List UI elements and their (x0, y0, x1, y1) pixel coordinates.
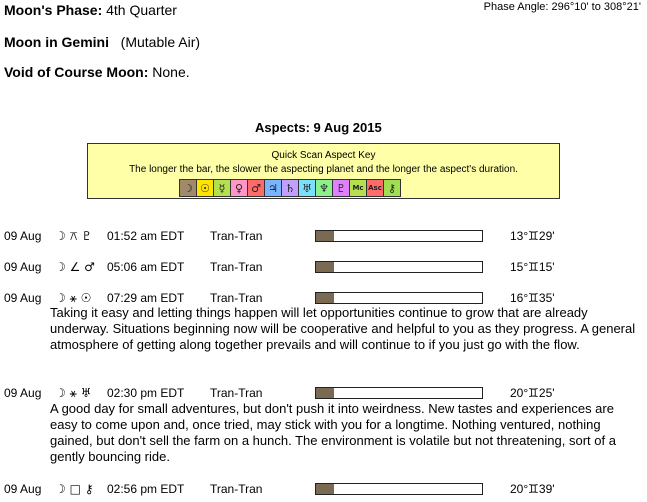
aspect-type: Tran-Tran (210, 482, 263, 496)
aspects-title: Aspects: 9 Aug 2015 (255, 120, 382, 135)
aspect-glyphs: ☽ ∠ ♂ (55, 260, 95, 274)
key-cell: ♀ (231, 180, 248, 196)
key-cell: ♄ (282, 180, 299, 196)
moon-sign-element: (Mutable Air) (120, 34, 201, 50)
phase-angle: Phase Angle: 296°10' to 308°21' (483, 1, 641, 13)
aspect-position: 16°♊35' (510, 291, 555, 305)
aspect-duration-fill (316, 231, 334, 241)
aspect-duration-bar (315, 292, 483, 304)
moon-sign-label: Moon in Gemini (4, 34, 109, 50)
aspect-glyphs: ☽ □ ⚷ (55, 482, 94, 496)
key-cell: ♇ (333, 180, 350, 196)
aspect-time: 07:29 am EDT (107, 291, 185, 305)
void-of-course (4, 64, 190, 80)
moon-phase-value: 4th Quarter (106, 2, 177, 18)
key-cell: ♂ (248, 180, 265, 196)
aspect-date: 09 Aug (4, 260, 42, 274)
aspect-description: A good day for small adventures, but don't push it into weirdness. New tastes and experiences are easy to come upon and, once tried, may stick with you for a longtime. Nothing ventured, nothing gained, but don't sell the farm on a hunch. The environment is volatile but not threatening, sort of a gently bouncing ride. (50, 401, 616, 464)
key-cell: ♆ (316, 180, 333, 196)
key-cell: ☉ (197, 180, 214, 196)
aspect-position: 13°♊29' (510, 229, 555, 243)
aspect-type: Tran-Tran (210, 229, 263, 243)
aspect-duration-fill (316, 484, 334, 494)
aspect-time: 02:56 pm EDT (107, 482, 185, 496)
key-cell: Asc (367, 180, 384, 196)
moon-phase (4, 2, 177, 18)
aspect-position: 15°♊15' (510, 260, 555, 274)
aspect-duration-bar (315, 261, 483, 273)
aspect-duration-bar (315, 387, 483, 399)
aspect-type: Tran-Tran (210, 386, 263, 400)
aspect-duration-fill (316, 262, 334, 272)
key-cell: ☽ (180, 180, 197, 196)
aspect-time: 02:30 pm EDT (107, 386, 185, 400)
key-cell: ⚷ (384, 180, 400, 196)
moon-phase-label: Moon's Phase: (4, 2, 103, 18)
aspect-duration-bar (315, 483, 483, 495)
key-description: The longer the bar, the slower the aspecting planet and the longer the aspect's duration. (129, 164, 518, 175)
aspect-glyphs: ☽ ⚹ ☉ (55, 291, 92, 305)
aspect-description: Taking it easy and letting things happen will let opportunities continue to grow that are already underway. Situations beginning now will be cooperative and helpful to you as they progress. A general atmosphere of getting along together prevails and will continue to if you just go with the flow. (50, 305, 636, 352)
key-cell: ☿ (214, 180, 231, 196)
aspect-date: 09 Aug (4, 229, 42, 243)
aspect-time: 01:52 am EDT (107, 229, 185, 243)
key-cell: ♅ (299, 180, 316, 196)
aspect-duration-fill (316, 293, 334, 303)
aspect-type: Tran-Tran (210, 291, 263, 305)
aspect-glyphs: ☽ ⚻ ♇ (55, 229, 93, 243)
aspect-duration-fill (316, 388, 334, 398)
aspect-date: 09 Aug (4, 482, 42, 496)
aspect-position: 20°♊25' (510, 386, 555, 400)
aspect-position: 20°♊39' (510, 482, 555, 496)
key-planet-row (179, 179, 401, 197)
moon-sign (4, 34, 200, 50)
aspect-glyphs: ☽ ⚹ ♅ (55, 386, 92, 400)
aspect-date: 09 Aug (4, 291, 42, 305)
key-cell: Mc (350, 180, 367, 196)
key-title: Quick Scan Aspect Key (271, 150, 376, 161)
aspect-type: Tran-Tran (210, 260, 263, 274)
key-cell: ♃ (265, 180, 282, 196)
aspect-time: 05:06 am EDT (107, 260, 185, 274)
void-value: None. (152, 64, 190, 80)
aspect-key (87, 143, 560, 199)
aspect-date: 09 Aug (4, 386, 42, 400)
void-label: Void of Course Moon: (4, 64, 149, 80)
aspect-duration-bar (315, 230, 483, 242)
